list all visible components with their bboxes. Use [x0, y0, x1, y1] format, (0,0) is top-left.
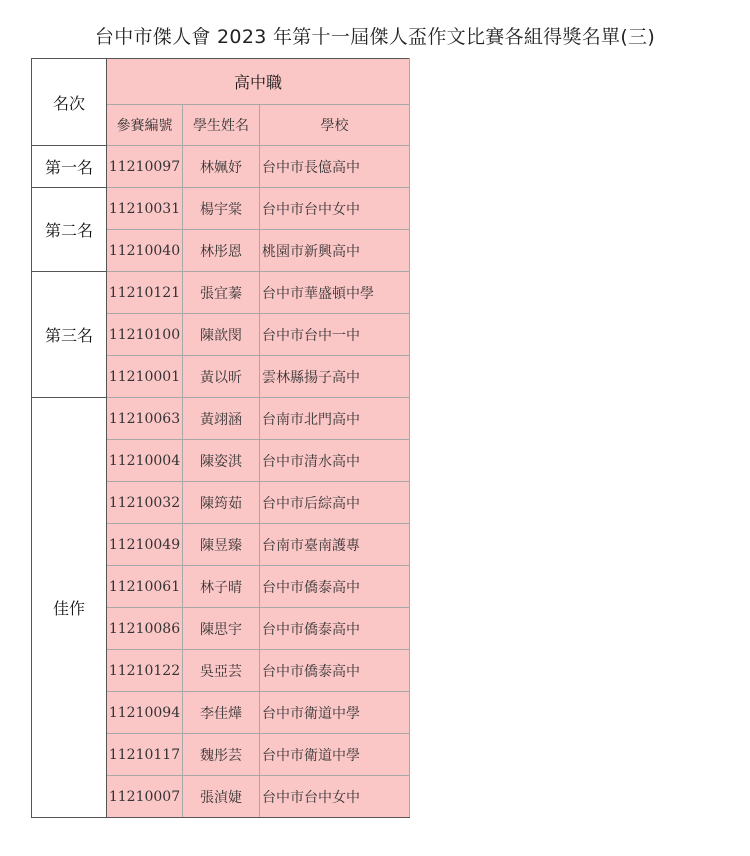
student-name-cell: 陳姿淇: [183, 440, 260, 482]
entry-id-cell: 11210061: [107, 566, 183, 608]
table-row: [32, 398, 410, 440]
entry-id-cell: 11210097: [107, 146, 183, 188]
entry-id-cell: 11210007: [107, 776, 183, 818]
entry-id-cell: 11210004: [107, 440, 183, 482]
school-name-cell: 台南市北門高中: [260, 398, 410, 440]
student-name-cell: 黃以昕: [183, 356, 260, 398]
student-name-cell: 吳亞芸: [183, 650, 260, 692]
entry-id-cell: 11210117: [107, 734, 183, 776]
rank-cell: 佳作: [32, 398, 107, 818]
school-name-cell: 台中市長億高中: [260, 146, 410, 188]
rank-column-header: 名次: [32, 59, 107, 146]
school-name-cell: 台中市華盛頓中學: [260, 272, 410, 314]
student-name-cell: 林彤恩: [183, 230, 260, 272]
student-name-cell: 魏彤芸: [183, 734, 260, 776]
school-name-cell: 台中市后綜高中: [260, 482, 410, 524]
school-name-cell: 台中市僑泰高中: [260, 650, 410, 692]
student-name-cell: 張宜蓁: [183, 272, 260, 314]
school-name-cell: 雲林縣揚子高中: [260, 356, 410, 398]
column-header-name: 學生姓名: [183, 105, 260, 146]
student-name-cell: 陳歆閔: [183, 314, 260, 356]
school-name-cell: 台南市臺南護專: [260, 524, 410, 566]
award-table: [31, 58, 410, 818]
table-row: [32, 146, 410, 188]
rank-cell: 第二名: [32, 188, 107, 272]
entry-id-cell: 11210121: [107, 272, 183, 314]
student-name-cell: 陳筠茹: [183, 482, 260, 524]
school-name-cell: 桃園市新興高中: [260, 230, 410, 272]
student-name-cell: 林子晴: [183, 566, 260, 608]
entry-id-cell: 11210032: [107, 482, 183, 524]
entry-id-cell: 11210049: [107, 524, 183, 566]
entry-id-cell: 11210100: [107, 314, 183, 356]
student-name-cell: 楊宇棠: [183, 188, 260, 230]
student-name-cell: 陳思宇: [183, 608, 260, 650]
group-header: 高中職: [107, 59, 410, 105]
student-name-cell: 黃翊涵: [183, 398, 260, 440]
student-name-cell: 林姵妤: [183, 146, 260, 188]
school-name-cell: 台中市衛道中學: [260, 692, 410, 734]
school-name-cell: 台中市清水高中: [260, 440, 410, 482]
student-name-cell: 張湞婕: [183, 776, 260, 818]
entry-id-cell: 11210094: [107, 692, 183, 734]
entry-id-cell: 11210086: [107, 608, 183, 650]
school-name-cell: 台中市台中女中: [260, 188, 410, 230]
table-row: [32, 188, 410, 230]
column-header-id: 參賽編號: [107, 105, 183, 146]
page-title: 台中市傑人會 2023 年第十一屆傑人盃作文比賽各組得獎名單(三): [94, 26, 656, 48]
school-name-cell: 台中市僑泰高中: [260, 608, 410, 650]
school-name-cell: 台中市台中一中: [260, 314, 410, 356]
column-header-school: 學校: [260, 105, 410, 146]
entry-id-cell: 11210122: [107, 650, 183, 692]
entry-id-cell: 11210031: [107, 188, 183, 230]
school-name-cell: 台中市台中女中: [260, 776, 410, 818]
student-name-cell: 陳昱臻: [183, 524, 260, 566]
rank-cell: 第一名: [32, 146, 107, 188]
school-name-cell: 台中市衛道中學: [260, 734, 410, 776]
rank-cell: 第三名: [32, 272, 107, 398]
table-row: [32, 272, 410, 314]
entry-id-cell: 11210063: [107, 398, 183, 440]
school-name-cell: 台中市僑泰高中: [260, 566, 410, 608]
student-name-cell: 李佳燁: [183, 692, 260, 734]
entry-id-cell: 11210001: [107, 356, 183, 398]
entry-id-cell: 11210040: [107, 230, 183, 272]
header-row-group: [32, 59, 410, 105]
